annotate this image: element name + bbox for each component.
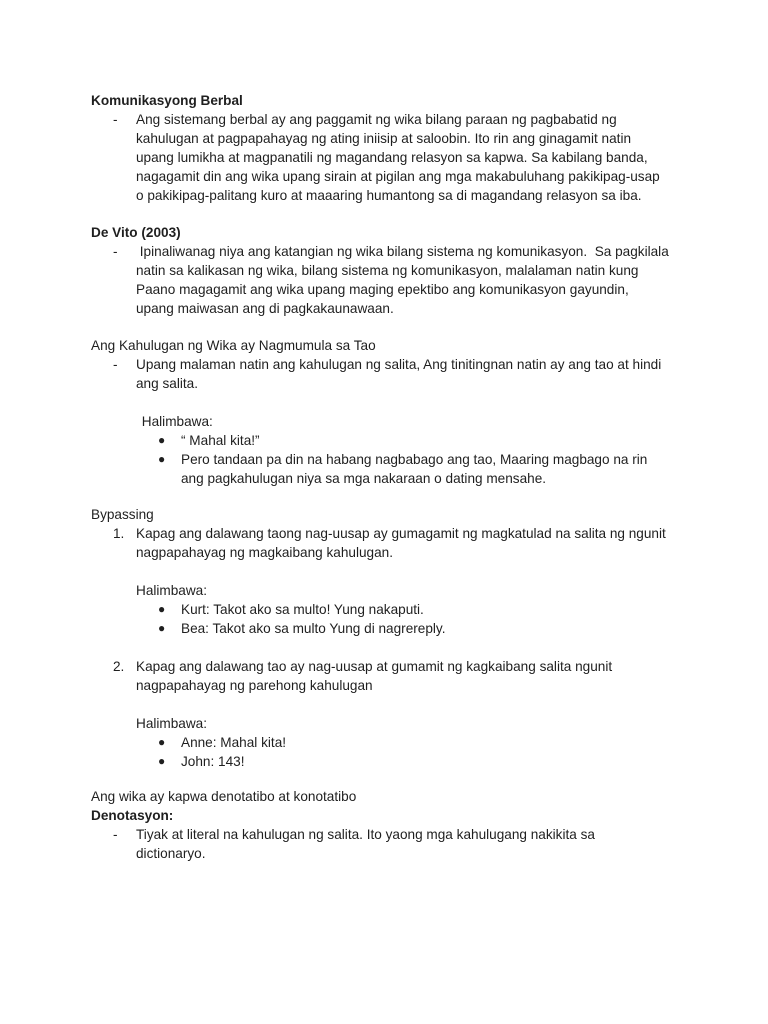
paragraph-line: Ipinaliwanag niya ang katangian ng wika bilang sistema ng komunikasyon. Sa pagkilala [136,244,669,259]
section-heading: Denotasyon: [91,808,174,823]
bullet-item [91,733,688,752]
bullet-line: Anne: Mahal kita! [181,735,287,750]
section-heading: Ang Kahulugan ng Wika ay Nagmumula sa Tao [91,338,376,353]
paragraph-line: upang lumikha at magpanatili ng magandang relasyon sa kapwa. Sa kabilang banda, [136,150,648,165]
example-label: Halimbawa: [136,583,208,598]
bullet-marker: ● [158,621,166,635]
bullet-marker: ● [158,602,166,616]
section-komunikasyong-berbal [91,91,688,205]
paragraph-line: nagpapahayag ng parehong kahulugan [136,678,373,693]
dash-item [91,355,688,393]
paragraph-line: o pakikipag-palitang kuro at maaaring humantong sa di magandang relasyon sa iba. [136,188,642,203]
bullet-line: Pero tandaan pa din na habang nagbabago ang tao, Maaring magbago na rin [181,452,648,467]
bullet-line: Bea: Takot ako sa multo Yung di nagrereply. [181,621,446,636]
dash-item [91,110,688,205]
paragraph-line: ang salita. [136,376,198,391]
paragraph-line: Ang sistemang berbal ay ang paggamit ng wika bilang paraan ng pagbabatid ng [136,112,617,127]
section-denotatibo-konotatibo [91,787,688,863]
dash-marker: - [113,827,118,842]
numbered-item [91,524,688,562]
paragraph-line: upang maiwasan ang di pagkakaunawaan. [136,301,394,316]
dash-item [91,242,688,318]
paragraph-line: Kapag ang dalawang taong nag-uusap ay gumagamit ng magkatulad na salita ng ngunit [136,526,666,541]
paragraph-line: Tiyak at literal na kahulugan ng salita. Ito yaong mga kahulugang nakikita sa [136,827,595,842]
dash-marker: - [113,112,118,127]
section-intro: Ang wika ay kapwa denotatibo at konotatibo [91,789,357,804]
bullet-line: Kurt: Takot ako sa multo! Yung nakaputi. [181,602,424,617]
paragraph-line: nagagamit din ang wika upang sirain at pigilan ang mga makabuluhang pakikipag-usap [136,169,660,184]
example-label: Halimbawa: [138,414,213,429]
bullet-item [91,752,688,771]
paragraph-line: dictionaryo. [136,846,206,861]
example-label: Halimbawa: [136,716,208,731]
dash-marker: - [113,357,118,372]
paragraph-line: natin sa kalikasan ng wika, bilang sistema ng komunikasyon, malalaman natin kung [136,263,639,278]
paragraph-line: Kapag ang dalawang tao ay nag-uusap at gumamit ng kagkaibang salita ngunit [136,659,613,674]
paragraph-line: Paano magagamit ang wika upang maging epektibo ang komunikasyon gayundin, [136,282,629,297]
bullet-line: “ Mahal kita!” [181,433,260,448]
bullet-marker: ● [158,754,166,768]
paragraph-line: Upang malaman natin ang kahulugan ng salita, Ang tinitingnan natin ay ang tao at hindi [136,357,662,372]
bullet-item [91,600,688,619]
bullet-item [91,450,688,488]
bullet-item [91,619,688,638]
bullet-marker: ● [158,433,166,447]
numbered-item [91,657,688,695]
paragraph-line: kahulugan at pagpapahayag ng ating iniisip at saloobin. Ito rin ang ginagamit natin [136,131,632,146]
paragraph-line: nagpapahayag ng magkaibang kahulugan. [136,545,393,560]
section-kahulugan-ng-wika [91,336,688,488]
section-heading: Bypassing [91,507,154,522]
section-de-vito [91,223,688,318]
bullet-item [91,431,688,450]
dash-marker: - [113,244,118,259]
section-heading: Komunikasyong Berbal [91,93,243,108]
dash-item [91,825,688,863]
bullet-line: John: 143! [181,754,245,769]
number-marker: 1. [113,526,125,541]
section-bypassing [91,505,688,771]
number-marker: 2. [113,659,125,674]
bullet-marker: ● [158,735,166,749]
section-heading: De Vito (2003) [91,225,181,240]
bullet-marker: ● [158,452,166,466]
bullet-line: ang pagkahulugan niya sa mga nakaraan o dating mensahe. [181,471,547,486]
